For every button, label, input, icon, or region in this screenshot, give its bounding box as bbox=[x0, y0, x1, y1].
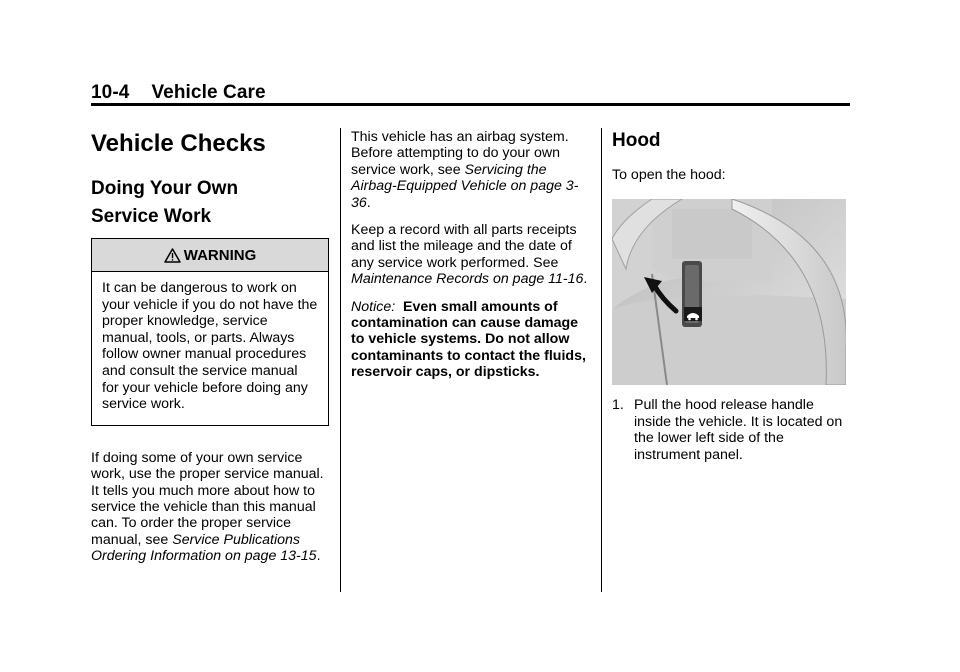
notice-text: Even small amounts of contamination can cause damage to vehicle systems. Do not allow contaminants to contact the fluids, reservoir caps, or dipsticks. bbox=[351, 298, 586, 381]
paragraph-text: This vehicle has an airbag system. Before attempting to do your own service work, see bbox=[351, 129, 569, 178]
hood-section-title: Hood bbox=[612, 130, 661, 151]
airbag-paragraph bbox=[351, 129, 591, 211]
service-work-paragraph bbox=[91, 450, 331, 565]
paragraph-end: . bbox=[583, 271, 588, 288]
column-divider bbox=[340, 128, 341, 592]
records-paragraph bbox=[351, 222, 591, 288]
page-header bbox=[91, 82, 266, 104]
cross-reference-link[interactable]: Service Publications Ordering Information on page 13-15 bbox=[91, 531, 317, 565]
paragraph-text: Keep a record with all parts receipts and list the mileage and the date of any service work performed. See bbox=[351, 222, 577, 271]
step-text: Pull the hood release handle inside the vehicle. It is located on the lower left side of the instrument panel. bbox=[634, 397, 843, 463]
step-1 bbox=[612, 397, 852, 463]
paragraph-text: If doing some of your own service work, use the proper service manual. It tells you much more about how to service the vehicle than this manual can. To order the proper service manual, see bbox=[91, 449, 324, 548]
column-divider bbox=[601, 128, 602, 592]
column-middle bbox=[351, 122, 591, 381]
hood-intro: To open the hood: bbox=[612, 167, 726, 183]
page-number: 10-4 bbox=[91, 82, 130, 103]
page-title: Vehicle Checks bbox=[91, 130, 266, 157]
column-left bbox=[91, 122, 331, 565]
hood-release-photo bbox=[612, 199, 846, 385]
notice-paragraph bbox=[351, 299, 591, 381]
section-title: Vehicle Care bbox=[151, 82, 266, 103]
paragraph-end: . bbox=[316, 548, 321, 565]
column-right bbox=[612, 122, 852, 463]
subsection-title-line2: Service Work bbox=[91, 206, 212, 227]
paragraph-end: . bbox=[366, 194, 371, 211]
warning-text: It can be dangerous to work on your vehicle if you do not have the proper knowledge, service manual, tools, or parts. Always follow owner manual procedures and consult the service manual for your vehicle before doing any service work. bbox=[102, 280, 318, 413]
step-number: 1. bbox=[612, 397, 624, 414]
warning-label: WARNING bbox=[183, 246, 257, 264]
car-hood-open-icon bbox=[684, 307, 702, 321]
warning-triangle-icon bbox=[164, 248, 181, 263]
warning-header bbox=[92, 239, 328, 272]
cross-reference-link[interactable]: Servicing the Airbag-Equipped Vehicle on page 3-36 bbox=[351, 161, 579, 211]
cross-reference-link[interactable]: Maintenance Records on page 11-16 bbox=[351, 271, 584, 288]
subsection-title-line1: Doing Your Own bbox=[91, 178, 239, 199]
header-rule bbox=[91, 103, 850, 106]
notice-label: Notice: bbox=[351, 298, 396, 315]
warning-box bbox=[91, 238, 329, 426]
